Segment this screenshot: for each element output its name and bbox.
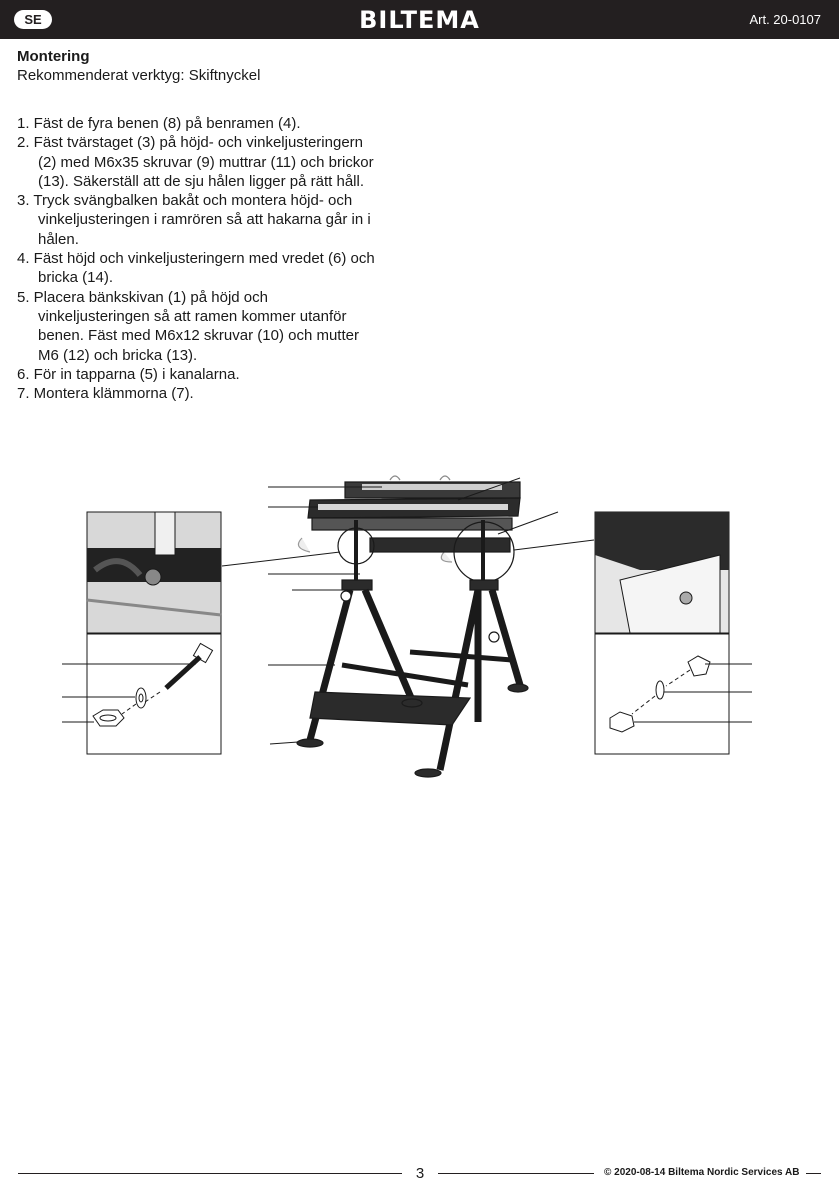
workbench-illustration — [297, 476, 528, 777]
page-number: 3 — [415, 1165, 425, 1182]
article-number: Art. 20-0107 — [749, 12, 821, 27]
step-item: 1. Fäst de fyra benen (8) på benramen (4). — [17, 115, 301, 132]
section-title: Montering — [17, 48, 90, 65]
assembly-figure — [0, 460, 839, 800]
footer-rule-right — [806, 1173, 821, 1174]
footer-rule-middle — [438, 1173, 594, 1174]
header-bar — [0, 0, 839, 39]
footer-rule-left — [18, 1173, 402, 1174]
copyright: © 2020-08-14 Biltema Nordic Services AB — [604, 1167, 800, 1178]
detail-box-right — [595, 512, 729, 754]
step-item: 3. Tryck svängbalken bakåt och montera höjd- och vinkeljusteringen i ramrören så att hakarna går in i hålen. — [17, 192, 371, 248]
step-item: 7. Montera klämmorna (7). — [17, 385, 194, 403]
language-badge: SE — [14, 10, 52, 29]
brand-logo: BILTEMA — [359, 6, 480, 34]
step-item: 2. Fäst tvärstaget (3) på höjd- och vinkeljusteringern (2) med M6x35 skruvar (9) muttrar (11) och brickor (13). Säkerställ att de sju hålen ligger på rätt håll. — [17, 134, 374, 190]
washer-icon — [136, 688, 146, 708]
step-item: 5. Placera bänkskivan (1) på höjd och vinkeljusteringen så att ramen kommer utanför benen. Fäst med M6x12 skruvar (10) och mutter M6 (12) och bricka (13). — [17, 288, 359, 364]
step-item: 4. Fäst höjd och vinkeljusteringern med vredet (6) och bricka (14). — [17, 250, 375, 287]
step-item: 6. För in tapparna (5) i kanalarna. — [17, 365, 240, 383]
recommended-tool: Rekommenderat verktyg: Skiftnyckel — [17, 67, 261, 84]
assembly-steps — [17, 114, 377, 403]
